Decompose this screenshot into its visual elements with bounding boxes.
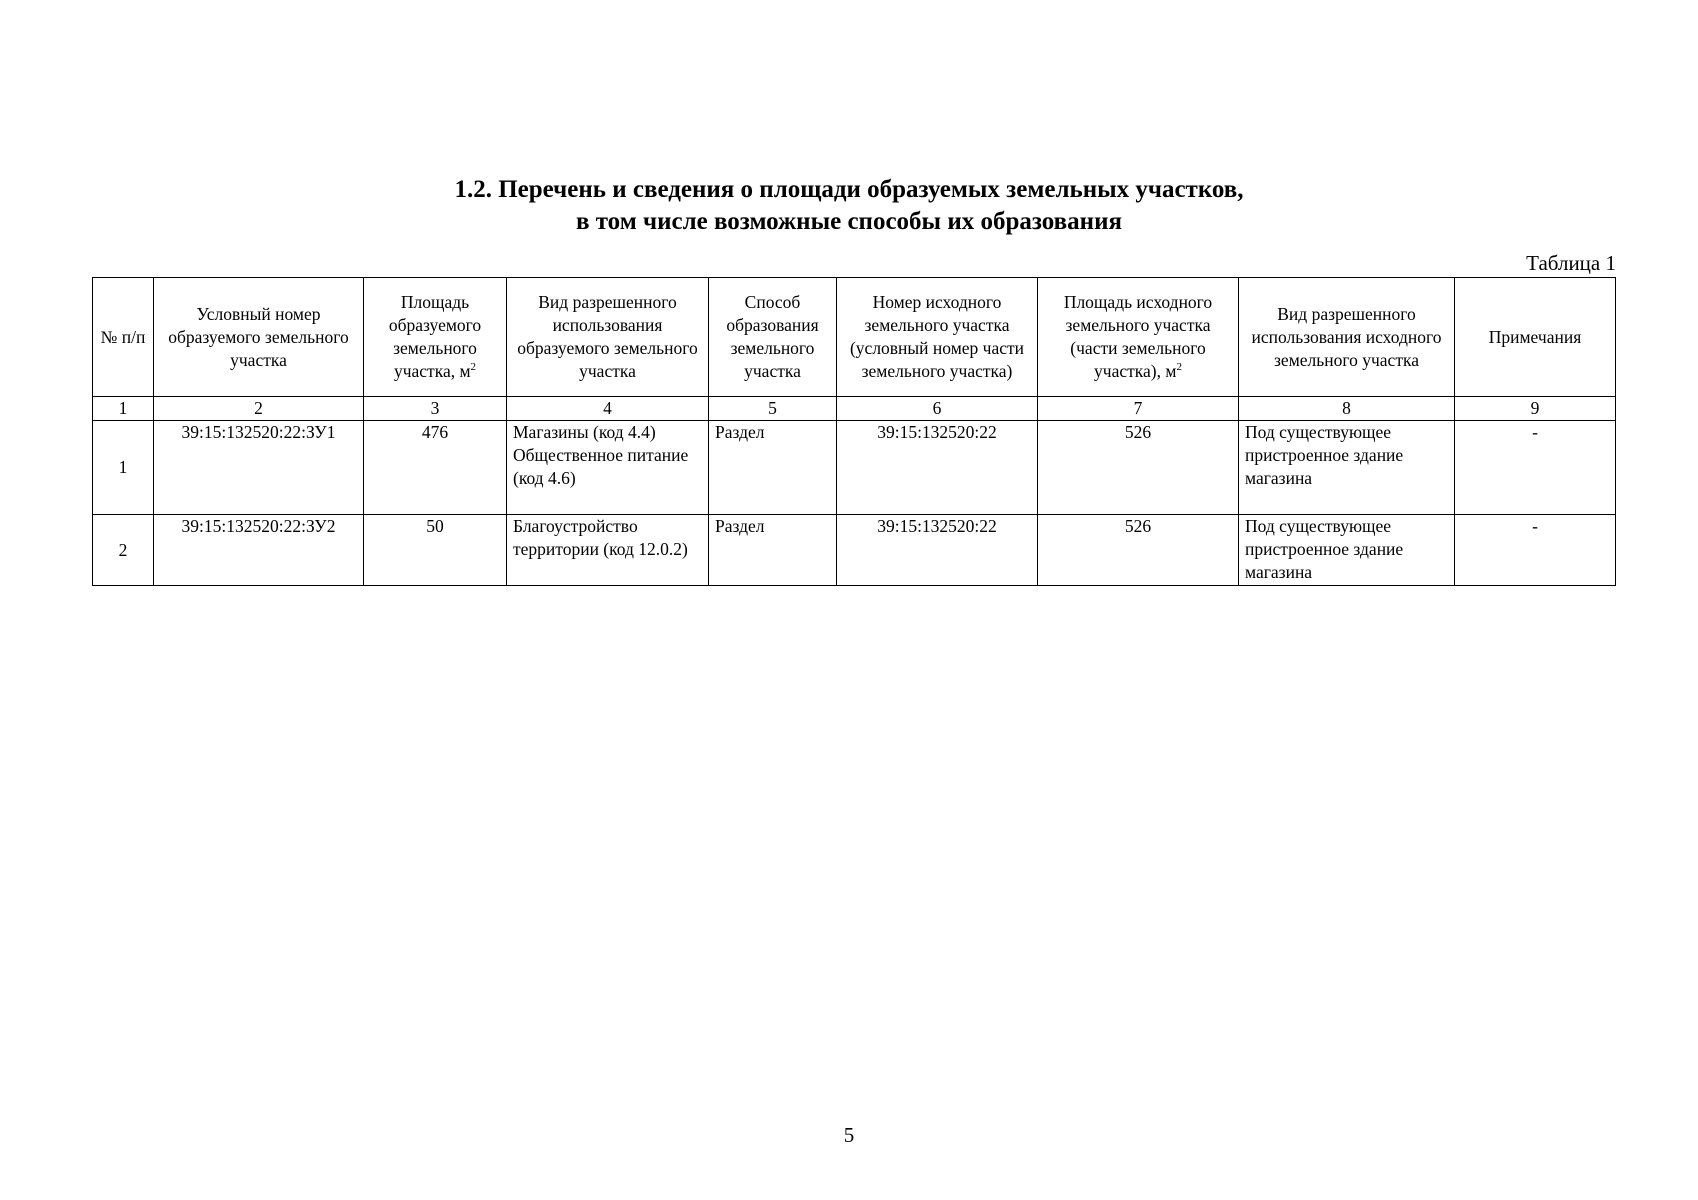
col-number: 2 [154,397,364,421]
col-number: 7 [1038,397,1239,421]
title-line-2: в том числе возможные способы их образования [575,208,1122,235]
header-cond-number: Условный номер образуемого земельного участка [154,278,364,397]
method-cell: Раздел [709,515,837,586]
page-number: 5 [843,1123,855,1147]
source-use-cell: Под существующее пристроенное здание магазина [1239,421,1455,515]
header-area-sup: 2 [470,361,477,374]
source-area-cell: 526 [1038,515,1239,586]
notes-cell: - [1455,421,1616,515]
header-method: Способ образования земельного участка [709,278,837,397]
table-row [93,515,1616,586]
header-area-text: Площадь образуемого земельного участка, м [388,292,482,381]
document-title [0,174,1698,238]
header-source-use: Вид разрешенного использования исходного земельного участка [1239,278,1455,397]
row-num: 2 [93,515,154,586]
title-line-1: 1.2. Перечень и сведения о площади образуемых земельных участков, [454,176,1244,203]
table-label: Таблица 1 [1526,251,1616,275]
header-num: № п/п [93,278,154,397]
header-source-area-text: Площадь исходного земельного участка (части земельного участка), м [1063,292,1213,381]
use-cell: Благоустройство территории (код 12.0.2) [507,515,709,586]
source-use-cell: Под существующее пристроенное здание магазина [1239,515,1455,586]
source-number-cell: 39:15:132520:22 [837,515,1038,586]
col-number: 6 [837,397,1038,421]
cond-number-cell: 39:15:132520:22:ЗУ1 [154,421,364,515]
header-source-number: Номер исходного земельного участка (условный номер части земельного участка) [837,278,1038,397]
source-number-cell: 39:15:132520:22 [837,421,1038,515]
row-num: 1 [93,421,154,515]
col-number: 3 [364,397,507,421]
col-number: 4 [507,397,709,421]
header-source-area-sup: 2 [1176,361,1182,374]
header-use: Вид разрешенного использования образуемого земельного участка [507,278,709,397]
header-area [364,278,507,397]
column-number-row [93,397,1616,421]
header-row [93,278,1616,397]
header-source-area [1038,278,1239,397]
parcels-table [92,277,1616,586]
header-notes: Примечания [1455,278,1616,397]
col-number: 9 [1455,397,1616,421]
col-number: 5 [709,397,837,421]
method-cell: Раздел [709,421,837,515]
area-cell: 50 [364,515,507,586]
col-number: 1 [93,397,154,421]
cond-number-cell: 39:15:132520:22:ЗУ2 [154,515,364,586]
notes-cell: - [1455,515,1616,586]
use-cell: Магазины (код 4.4) Общественное питание (код 4.6) [507,421,709,515]
area-cell: 476 [364,421,507,515]
source-area-cell: 526 [1038,421,1239,515]
col-number: 8 [1239,397,1455,421]
table-row [93,421,1616,515]
